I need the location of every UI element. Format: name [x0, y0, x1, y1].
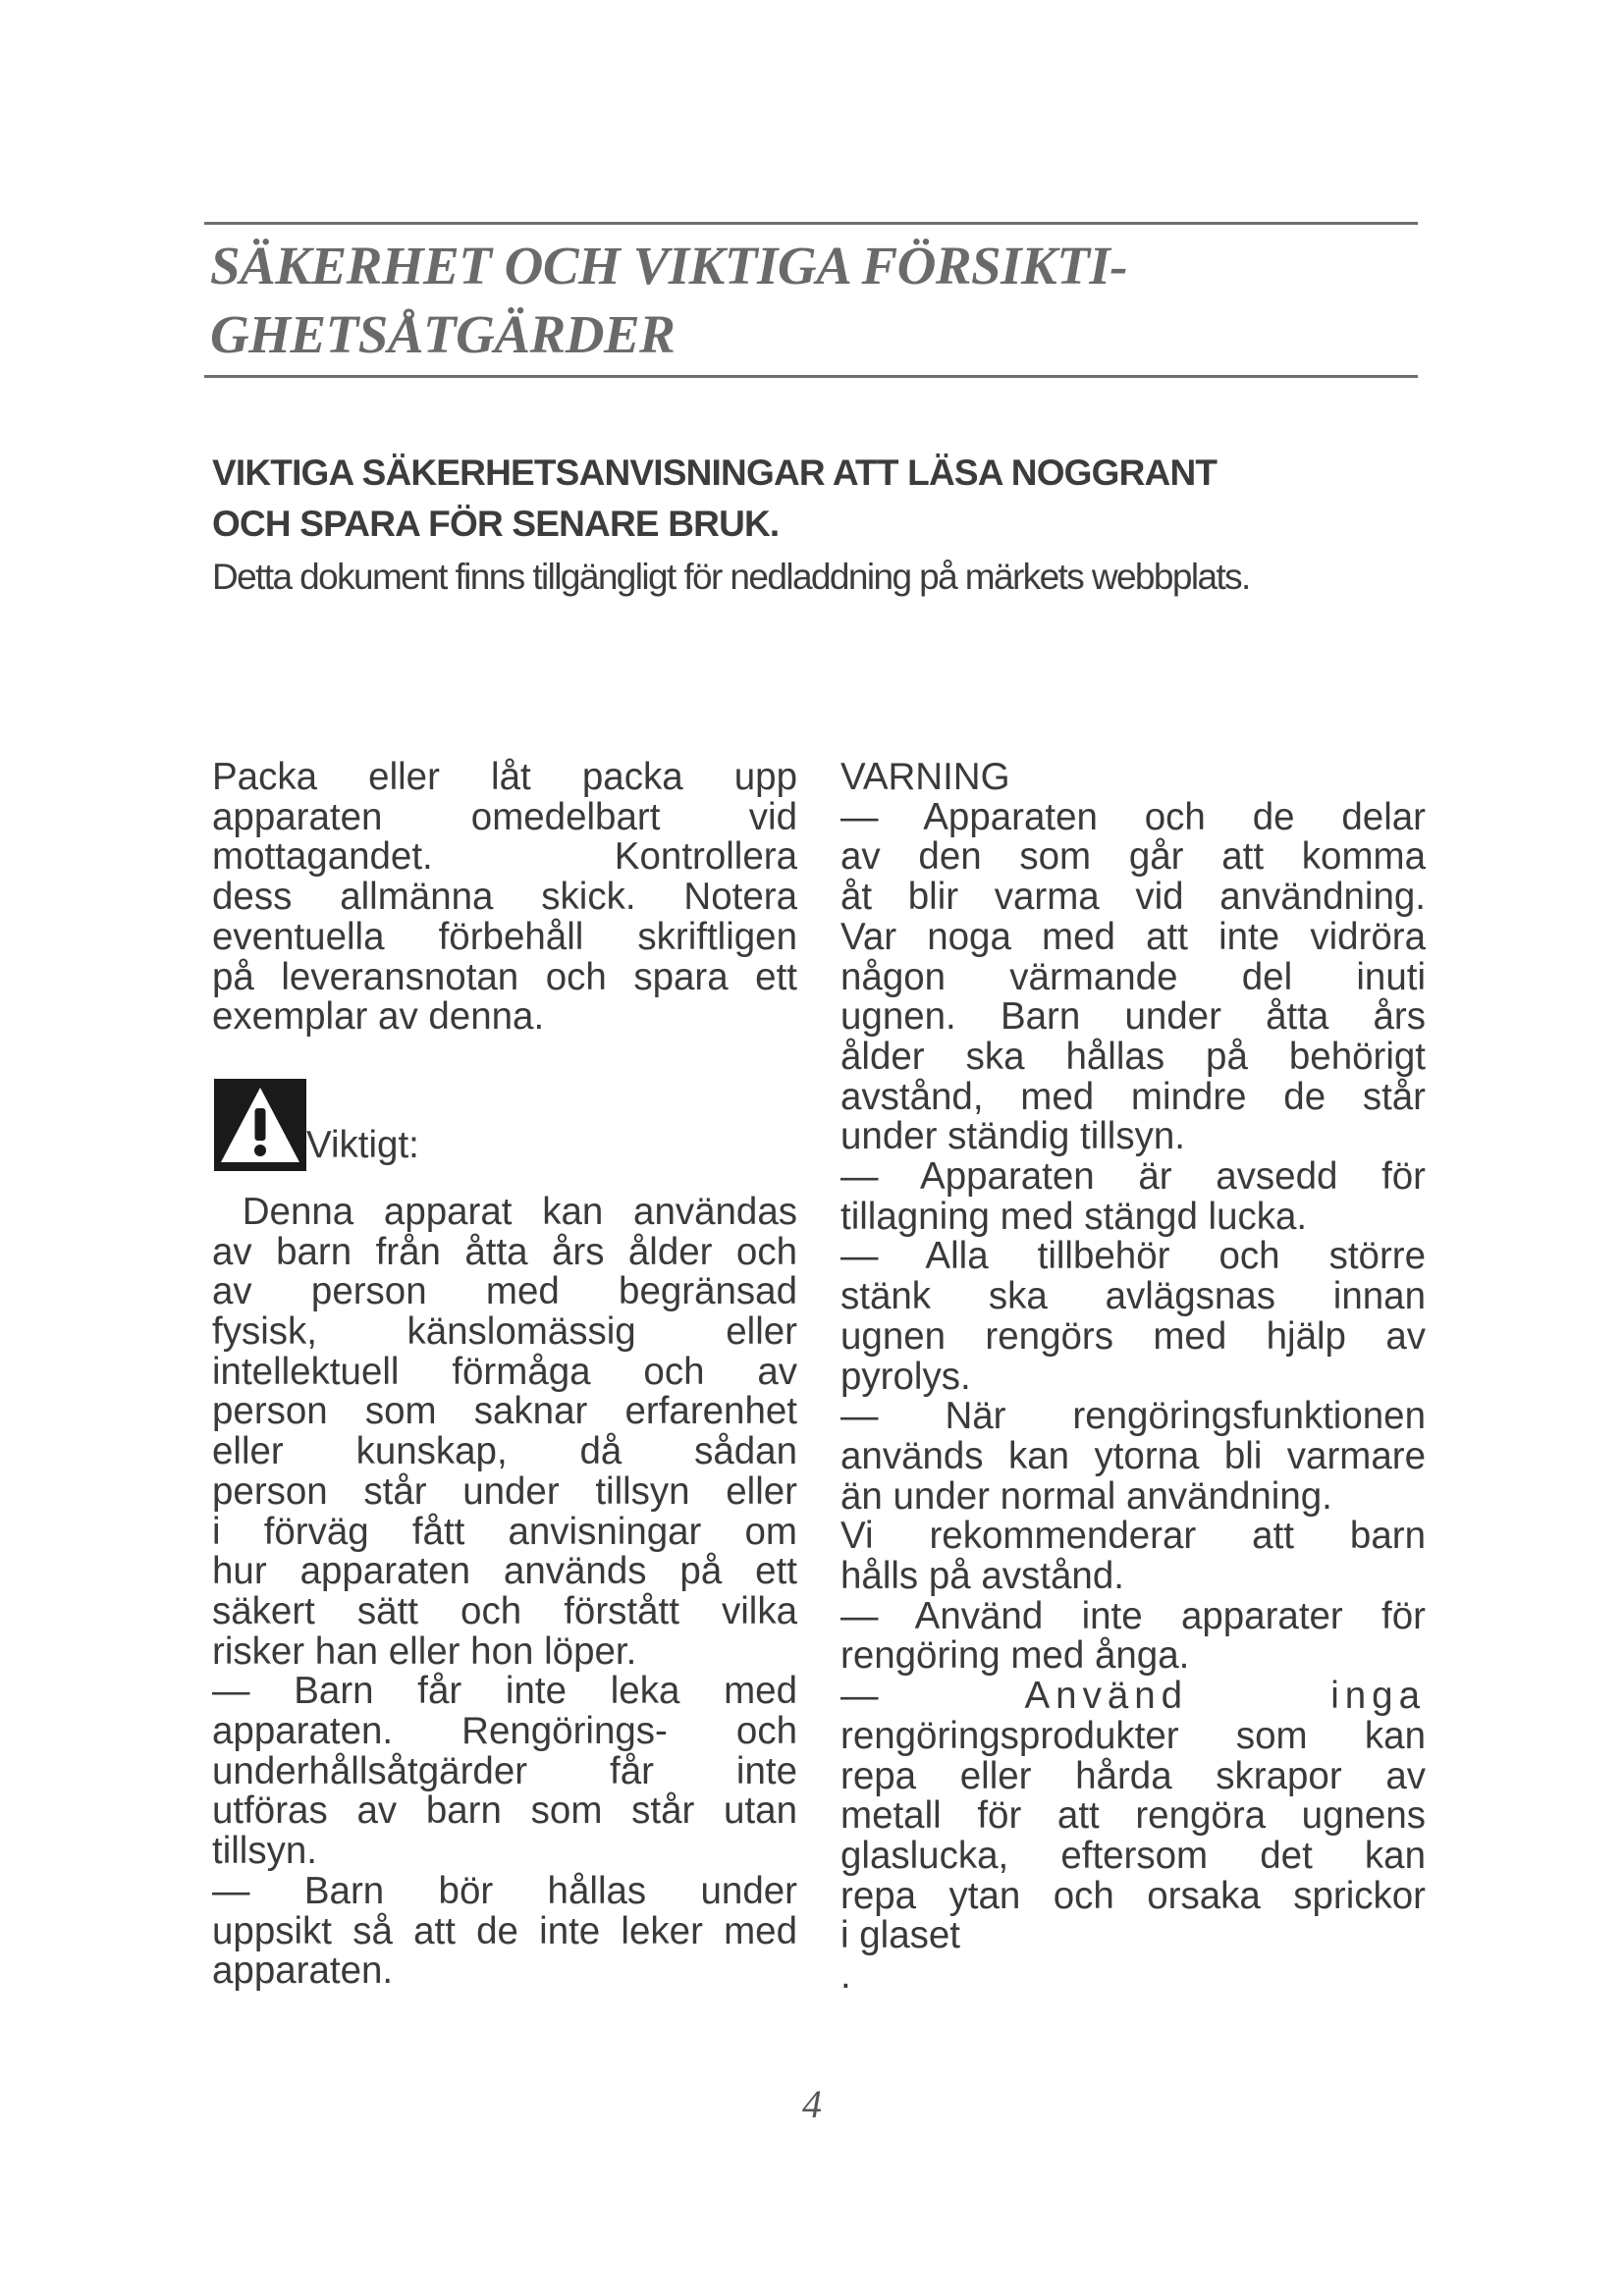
text-line: åt blir varma vid användning.: [840, 876, 1426, 919]
text-line: apparaten. Rengörings- och: [212, 1710, 797, 1753]
text-line: ålder ska hållas på behörigt: [840, 1035, 1426, 1078]
text-line: av den som går att komma: [840, 835, 1426, 879]
important-label: Viktigt:: [306, 1123, 419, 1166]
subheading-line-1: VIKTIGA SÄKERHETSANVISNINGAR ATT LÄSA NOGGRANT: [212, 453, 1218, 493]
text-line: underhållsåtgärder får inte: [212, 1749, 797, 1792]
important-paragraph: [212, 1190, 797, 1993]
left-column: [212, 758, 797, 1992]
text-line: uppsikt så att de inte leker med: [212, 1909, 797, 1952]
text-line: — Alla tillbehör och större: [840, 1235, 1426, 1278]
text-line: risker han eller hon löper.: [212, 1629, 637, 1673]
text-line: Var noga med att inte vidröra: [840, 915, 1426, 958]
text-line: rengöringsprodukter som kan: [840, 1714, 1426, 1757]
text-line: metall för att rengöra ugnens: [840, 1794, 1426, 1838]
text-line: person som saknar erfarenhet: [212, 1390, 797, 1433]
text-line: — När rengöringsfunktionen: [840, 1395, 1426, 1438]
text-line: — Använd inte apparater för: [840, 1594, 1426, 1637]
text-line: hålls på avstånd.: [840, 1555, 1124, 1598]
text-line: än under normal användning.: [840, 1474, 1332, 1518]
warning-triangle-icon: [214, 1079, 306, 1171]
text-line: avstånd, med mindre de står: [840, 1075, 1426, 1118]
text-line: fysisk, känslomässig eller: [212, 1310, 797, 1354]
text-line: — Barn får inte leka med: [212, 1670, 797, 1713]
text-line: Packa eller låt packa upp: [212, 756, 797, 798]
text-line: tillagning med stängd lucka.: [840, 1195, 1308, 1238]
text-line: ugnen. Barn under åtta års: [840, 995, 1426, 1039]
text-line: Denna apparat kan användas: [212, 1190, 797, 1233]
text-line: stänk ska avlägsnas innan: [840, 1275, 1426, 1318]
warning-heading: VARNING: [840, 756, 1010, 798]
text-line: säkert sätt och förstått vilka: [212, 1589, 797, 1632]
text-line: under ständig tillsyn.: [840, 1115, 1185, 1158]
text-line: — Använd inga: [840, 1675, 1426, 1718]
text-line: repa eller hårda skrapor av: [840, 1754, 1426, 1797]
safety-subheading: [212, 448, 1430, 550]
text-line: .: [840, 1954, 851, 1998]
text-line: exemplar av denna.: [212, 995, 545, 1039]
text-line: apparaten omedelbart vid: [212, 795, 797, 838]
text-line: dess allmänna skick. Notera: [212, 876, 797, 919]
text-line: rengöring med ånga.: [840, 1634, 1190, 1678]
text-line: pyrolys.: [840, 1355, 971, 1398]
text-line: utföras av barn som står utan: [212, 1789, 797, 1833]
text-line: eller kunskap, då sådan: [212, 1430, 797, 1473]
text-line: används kan ytorna bli varmare: [840, 1434, 1426, 1477]
text-line: ugnen rengörs med hjälp av: [840, 1314, 1426, 1358]
title-top-rule: [204, 222, 1418, 225]
download-note: Detta dokument finns tillgängligt för nedladdning på märkets webbplats.: [212, 557, 1250, 597]
text-line: i glaset: [840, 1914, 960, 1957]
text-line: glaslucka, eftersom det kan: [840, 1834, 1426, 1877]
text-line: intellektuell förmåga och av: [212, 1350, 797, 1393]
text-line: — Apparaten är avsedd för: [840, 1155, 1426, 1199]
text-line: person står under tillsyn eller: [212, 1469, 797, 1513]
text-line: i förväg fått anvisningar om: [212, 1510, 797, 1553]
page-number: 4: [802, 2082, 822, 2126]
text-line: — Apparaten och de delar: [840, 795, 1426, 838]
important-notice-header: [212, 1079, 797, 1175]
text-line: — Barn bör hållas under: [212, 1869, 797, 1912]
text-line: apparaten.: [212, 1949, 394, 1993]
title-line-2: GHETSÅTGÄRDER: [210, 304, 676, 364]
title-line-1: SÄKERHET OCH VIKTIGA FÖRSIKTI-: [210, 236, 1128, 295]
unpack-paragraph: [212, 758, 797, 1038]
text-line: tillsyn.: [212, 1830, 317, 1873]
text-line: någon värmande del inuti: [840, 955, 1426, 998]
text-line: repa ytan och orsaka sprickor: [840, 1874, 1426, 1917]
text-line: hur apparaten används på ett: [212, 1550, 797, 1593]
page-title: [210, 232, 1408, 369]
text-line: av person med begränsad: [212, 1270, 797, 1313]
text-line: på leveransnotan och spara ett: [212, 955, 797, 998]
subheading-line-2: OCH SPARA FÖR SENARE BRUK.: [212, 504, 780, 544]
text-line: eventuella förbehåll skriftligen: [212, 915, 797, 958]
text-line: Vi rekommenderar att barn: [840, 1515, 1426, 1558]
title-bottom-rule: [204, 375, 1418, 378]
right-column: [840, 758, 1426, 1997]
text-line: av barn från åtta års ålder och: [212, 1230, 797, 1273]
text-line: mottagandet. Kontrollera: [212, 835, 797, 879]
